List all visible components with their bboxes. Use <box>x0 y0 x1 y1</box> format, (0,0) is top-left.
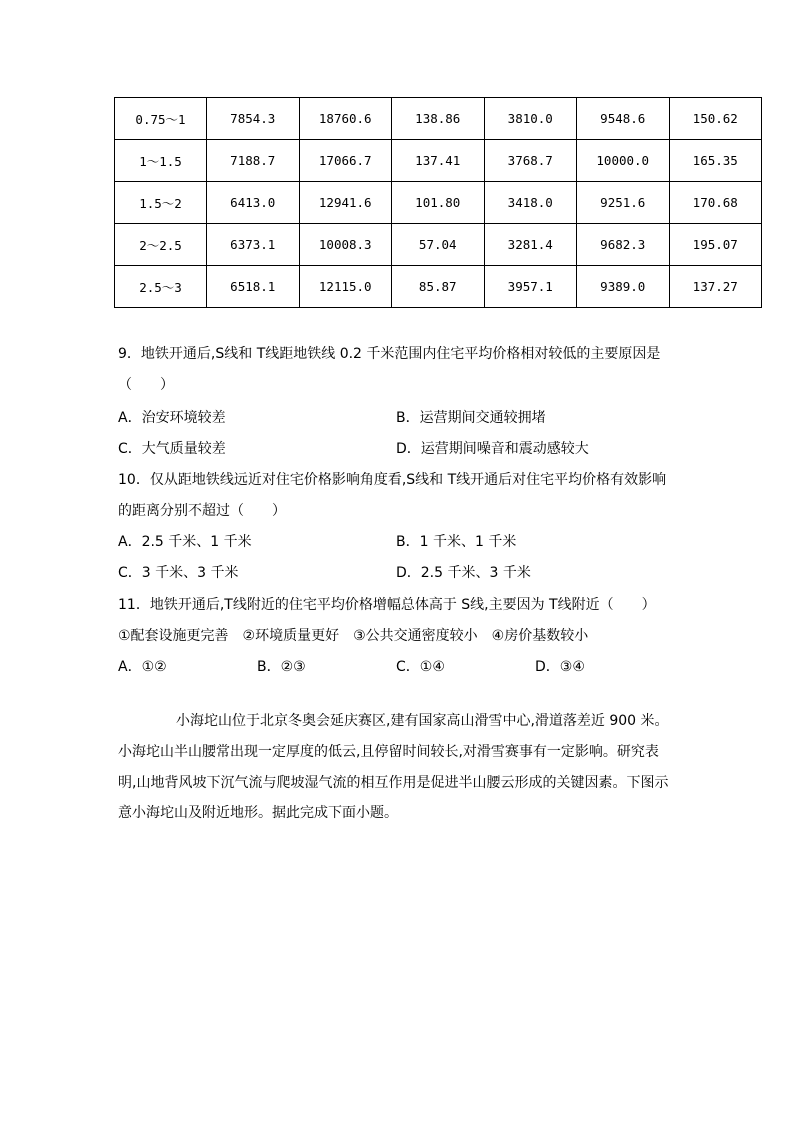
q9-stem-line1: 9．地铁开通后,S线和 T线距地铁线 0.2 千米范围内住宅平均价格相对较低的主要原因是 <box>118 346 661 362</box>
table-cell: 137.41 <box>392 140 485 182</box>
table-row <box>115 224 762 266</box>
q11-option-c: C．①④ <box>396 659 445 675</box>
table-cell: 101.80 <box>392 182 485 224</box>
q10-option-b: B．1 千米、1 千米 <box>396 534 517 550</box>
q10-option-a: A．2.5 千米、1 千米 <box>118 534 252 550</box>
table-cell: 6373.1 <box>207 224 300 266</box>
table-row-label: 2～2.5 <box>115 224 207 266</box>
q11-option-b: B．②③ <box>257 659 306 675</box>
table-row-label: 1～1.5 <box>115 140 207 182</box>
table-cell: 3957.1 <box>484 266 577 308</box>
table-cell: 3810.0 <box>484 98 577 140</box>
table-row <box>115 98 762 140</box>
table-cell: 18760.6 <box>299 98 392 140</box>
table-cell: 9548.6 <box>577 98 670 140</box>
passage-line1: 小海坨山位于北京冬奥会延庆赛区,建有国家高山滑雪中心,滑道落差近 900 米。 <box>176 713 669 729</box>
table-cell: 170.68 <box>669 182 762 224</box>
table-cell: 3418.0 <box>484 182 577 224</box>
table-row-label: 1.5～2 <box>115 182 207 224</box>
table-row <box>115 182 762 224</box>
table-cell: 195.07 <box>669 224 762 266</box>
table-row-label: 2.5～3 <box>115 266 207 308</box>
table-cell: 9251.6 <box>577 182 670 224</box>
q10-stem-line2: 的距离分别不超过（ ） <box>118 503 286 519</box>
table-cell: 10000.0 <box>577 140 670 182</box>
data-table <box>114 97 762 308</box>
table-cell: 9389.0 <box>577 266 670 308</box>
table-cell: 3768.7 <box>484 140 577 182</box>
q9-stem-line2: （ ） <box>118 377 174 393</box>
q11-items: ①配套设施更完善 ②环境质量更好 ③公共交通密度较小 ④房价基数较小 <box>118 628 589 644</box>
passage-line2: 小海坨山半山腰常出现一定厚度的低云,且停留时间较长,对滑雪赛事有一定影响。研究表 <box>118 744 659 760</box>
q9-option-b: B．运营期间交通较拥堵 <box>396 410 546 426</box>
table-cell: 6518.1 <box>207 266 300 308</box>
q9-option-d: D．运营期间噪音和震动感较大 <box>396 441 589 457</box>
table-cell: 138.86 <box>392 98 485 140</box>
table-cell: 12941.6 <box>299 182 392 224</box>
passage-line4: 意小海坨山及附近地形。据此完成下面小题。 <box>118 805 398 821</box>
q10-stem-line1: 10．仅从距地铁线远近对住宅价格影响角度看,S线和 T线开通后对住宅平均价格有效影响 <box>118 472 667 488</box>
table-row <box>115 266 762 308</box>
q11-stem: 11．地铁开通后,T线附近的住宅平均价格增幅总体高于 S线,主要因为 T线附近（ ） <box>118 597 656 613</box>
table-cell: 57.04 <box>392 224 485 266</box>
data-table-body <box>115 98 762 308</box>
q11-option-d: D．③④ <box>535 659 585 675</box>
table-cell: 165.35 <box>669 140 762 182</box>
table-row <box>115 140 762 182</box>
table-cell: 10008.3 <box>299 224 392 266</box>
q11-option-a: A．①② <box>118 659 167 675</box>
table-cell: 9682.3 <box>577 224 670 266</box>
q9-option-c: C．大气质量较差 <box>118 441 226 457</box>
table-cell: 7854.3 <box>207 98 300 140</box>
table-row-label: 0.75～1 <box>115 98 207 140</box>
table-cell: 12115.0 <box>299 266 392 308</box>
q9-option-a: A．治安环境较差 <box>118 410 226 426</box>
table-cell: 7188.7 <box>207 140 300 182</box>
table-cell: 17066.7 <box>299 140 392 182</box>
table-cell: 3281.4 <box>484 224 577 266</box>
table-cell: 150.62 <box>669 98 762 140</box>
table-cell: 137.27 <box>669 266 762 308</box>
passage-line3: 明,山地背风坡下沉气流与爬坡湿气流的相互作用是促进半山腰云形成的关键因素。下图示 <box>118 775 669 791</box>
table-cell: 6413.0 <box>207 182 300 224</box>
q10-option-d: D．2.5 千米、3 千米 <box>396 565 531 581</box>
q10-option-c: C．3 千米、3 千米 <box>118 565 239 581</box>
table-cell: 85.87 <box>392 266 485 308</box>
